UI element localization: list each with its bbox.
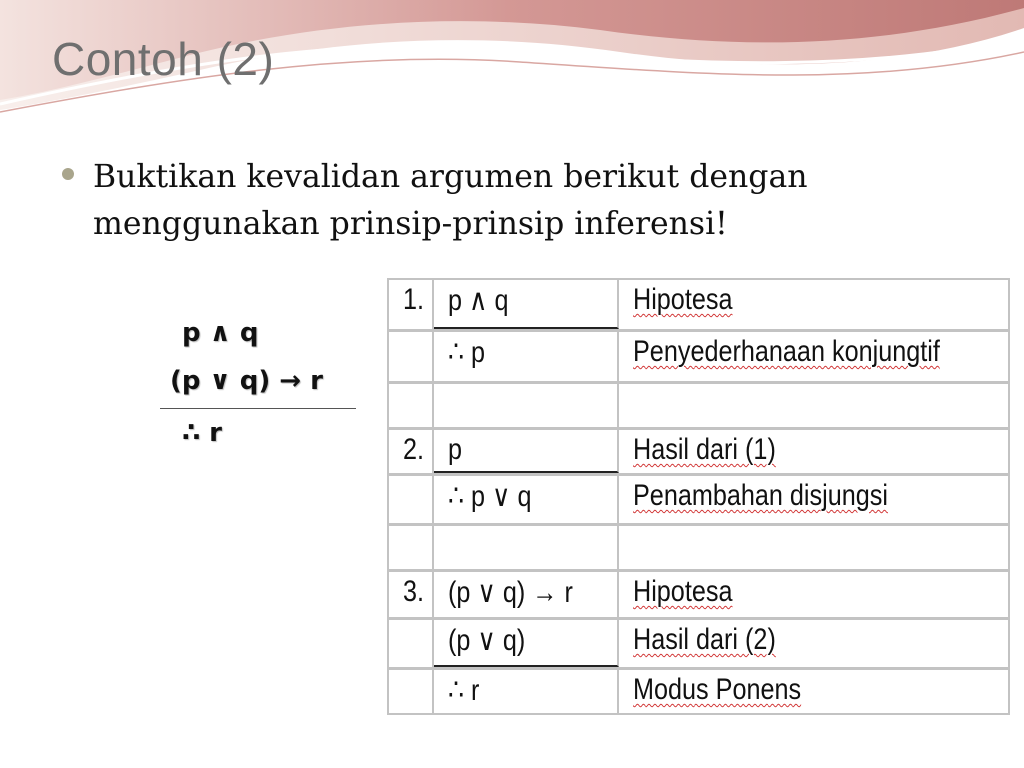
table-row	[389, 473, 1008, 523]
step-reason	[619, 526, 1008, 569]
table-row	[389, 280, 1008, 329]
step-number	[389, 526, 434, 569]
slide-title: Contoh (2)	[52, 33, 275, 85]
step-reason	[619, 384, 1008, 427]
step-number: 2.	[389, 430, 434, 473]
table-row	[389, 667, 1008, 713]
step-number	[389, 384, 434, 427]
table-row	[389, 427, 1008, 473]
step-number	[389, 620, 434, 667]
argument-divider	[160, 408, 356, 409]
argument-premise-1: p ∧ q	[182, 318, 259, 348]
bullet-dot-icon	[62, 168, 74, 180]
step-statement	[434, 526, 619, 569]
step-reason: Hipotesa	[633, 575, 733, 608]
step-reason: Penambahan disjungsi	[633, 479, 888, 512]
step-statement: ∴ p ∨ q	[434, 476, 619, 523]
step-number	[389, 670, 434, 713]
argument-conclusion: ∴ r	[182, 418, 222, 448]
table-row	[389, 381, 1008, 427]
table-row	[389, 617, 1008, 667]
step-number: 1.	[389, 280, 434, 329]
step-statement	[434, 384, 619, 427]
step-statement: (p ∨ q) → r	[434, 572, 619, 617]
proof-table	[387, 278, 1010, 715]
step-reason: Hasil dari (1)	[633, 433, 776, 466]
argument-premise-2: (p ∨ q) → r	[170, 366, 323, 396]
step-reason: Hipotesa	[633, 283, 733, 316]
table-row	[389, 329, 1008, 381]
step-statement: ∴ p	[434, 332, 619, 381]
step-reason: Hasil dari (2)	[633, 623, 776, 656]
step-number	[389, 332, 434, 381]
table-row	[389, 523, 1008, 569]
step-reason: Penyederhanaan konjungtif	[633, 335, 940, 368]
step-statement: p	[434, 430, 619, 473]
bullet-text: Buktikan kevalidan argumen berikut dengan menggunakan prinsip-prinsip inferensi!	[93, 159, 808, 242]
step-reason: Modus Ponens	[633, 673, 802, 706]
step-statement: (p ∨ q)	[434, 620, 619, 667]
table-row	[389, 569, 1008, 617]
step-statement: p ∧ q	[434, 280, 619, 329]
step-number: 3.	[389, 572, 434, 617]
step-statement: ∴ r	[434, 670, 619, 713]
step-number	[389, 476, 434, 523]
